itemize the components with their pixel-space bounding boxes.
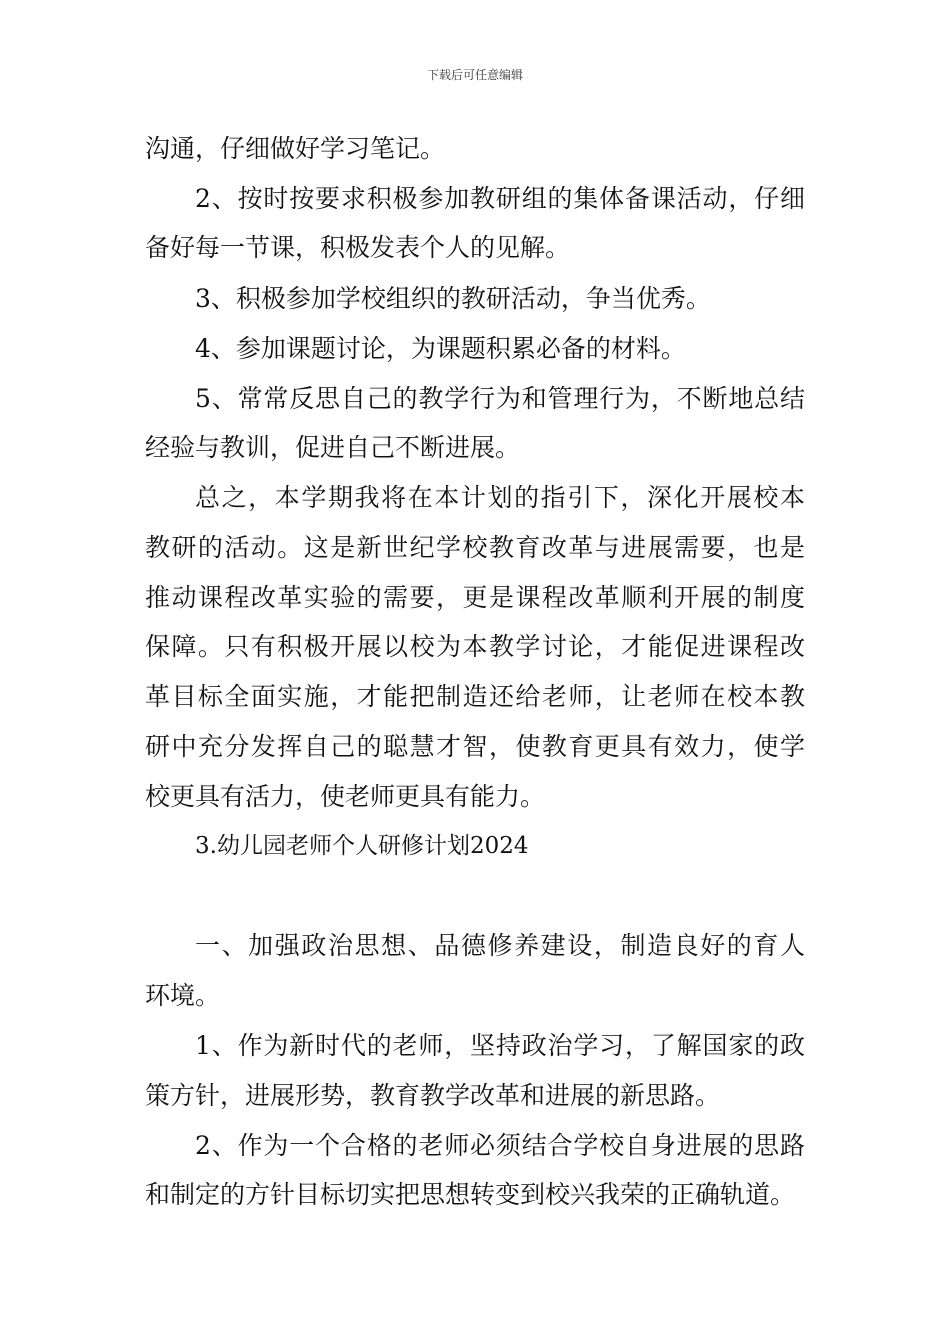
body-line: 沟通，仔细做好学习笔记。 (145, 134, 446, 163)
page-header-note: 下载后可任意编辑 (426, 68, 523, 82)
body-line: 备好每一节课，积极发表个人的见解。 (145, 233, 571, 262)
body-line: 研中充分发挥自己的聪慧才智，使教育更具有效力，使学 (145, 732, 805, 761)
body-line: 2、按时按要求积极参加教研组的集体备课活动，仔细 (195, 184, 805, 213)
body-line: 5、常常反思自己的教学行为和管理行为，不断地总结 (195, 384, 805, 413)
body-line: 一、加强政治思想、品德修养建设，制造良好的育人 (195, 931, 805, 960)
body-line: 3、积极参加学校组织的教研活动，争当优秀。 (195, 284, 711, 313)
body-line: 4、参加课题讨论，为课题积累必备的材料。 (195, 334, 686, 363)
section-heading: 3.幼儿园老师个人研修计划2024 (195, 833, 529, 859)
body-line: 革目标全面实施，才能把制造还给老师，让老师在校本教 (145, 682, 805, 711)
body-line: 总之，本学期我将在本计划的指引下，深化开展校本 (195, 483, 805, 512)
body-line: 策方针，进展形势，教育教学改革和进展的新思路。 (145, 1081, 721, 1110)
body-line: 教研的活动。这是新世纪学校教育改革与进展需要，也是 (145, 533, 805, 562)
body-line: 推动课程改革实验的需要，更是课程改革顺利开展的制度 (145, 583, 805, 612)
body-line: 经验与教训，促进自己不断进展。 (145, 433, 521, 462)
body-line: 1、作为新时代的老师，坚持政治学习，了解国家的政 (195, 1031, 805, 1060)
body-line: 保障。只有积极开展以校为本教学讨论，才能促进课程改 (145, 632, 805, 661)
body-line: 校更具有活力，使老师更具有能力。 (145, 782, 546, 811)
body-line: 环境。 (145, 981, 221, 1010)
body-line: 和制定的方针目标切实把思想转变到校兴我荣的正确轨道。 (145, 1180, 796, 1209)
body-line: 2、作为一个合格的老师必须结合学校自身进展的思路 (195, 1131, 805, 1160)
